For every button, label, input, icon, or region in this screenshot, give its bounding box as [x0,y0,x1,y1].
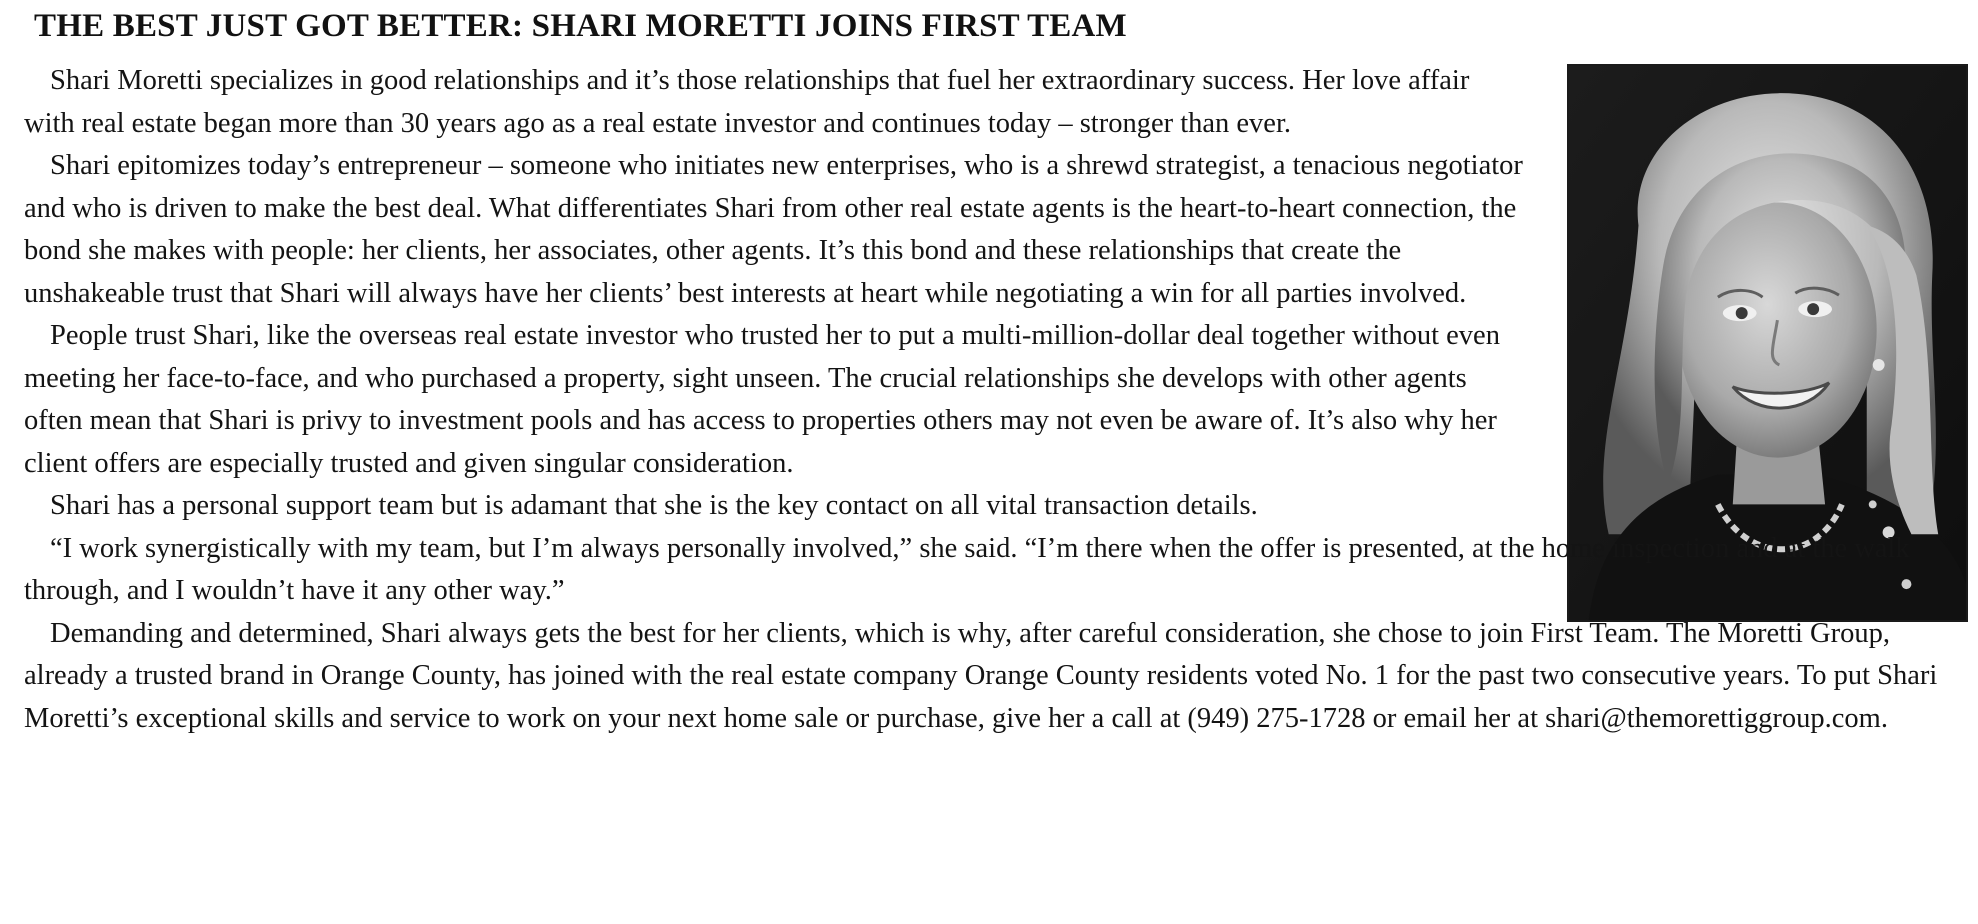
paragraph-2: Shari epitomizes today’s entrepreneur – someone who initiates new enterprises, who is a shrewd strategist, a tenacious negotiator and who is driven to make the best deal. What differentiates Shari from other real estate agents is the heart-to-heart connection, the bond she makes with people: her clients, her associates, other agents. It’s this bond and these relationships that create the unshakeable trust that Shari will always have her clients’ best interests at heart while negotiating a win for all parties involved. [24,150,1523,309]
headline: THE BEST JUST GOT BETTER: SHARI MORETTI JOINS FIRST TEAM [34,8,1127,44]
paragraph-5: “I work synergistically with my team, but I’m always personally involved,” she said. “I’m there when the offer is presented, at the home inspection and at the walk through, and I wouldn’t have it any other way.” [24,532,1910,606]
paragraph-1: Shari Moretti specializes in good relationships and it’s those relationships that fuel her extraordinary success. Her love affair with real estate began more than 30 years ago as a real estate investor and continues today – stronger than ever. [24,65,1470,139]
paragraph-6: Demanding and determined, Shari always gets the best for her clients, which is why, after careful consideration, she chose to join First Team. The Moretti Group, already a trusted brand in Orange County, has joined with the real estate company Orange County residents voted No. 1 for the past two consecutive years. To put Shari Moretti’s exceptional skills and service to work on your next home sale or purchase, give her a call at (949) 275-1728 or email her at shari@themorettiggroup.com. [24,617,1938,734]
paragraph-4: Shari has a personal support team but is adamant that she is the key contact on all vital transaction details. [50,490,1258,521]
article-body [24,60,1964,740]
paragraph-3: People trust Shari, like the overseas real estate investor who trusted her to put a multi-million-dollar deal together without even meeting her face-to-face, and who purchased a property, sight unseen. The crucial relationships she develops with other agents often mean that Shari is privy to investment pools and has access to properties others may not even be aware of. It’s also why her client offers are especially trusted and given singular consideration. [24,320,1500,479]
article [24,0,1964,924]
